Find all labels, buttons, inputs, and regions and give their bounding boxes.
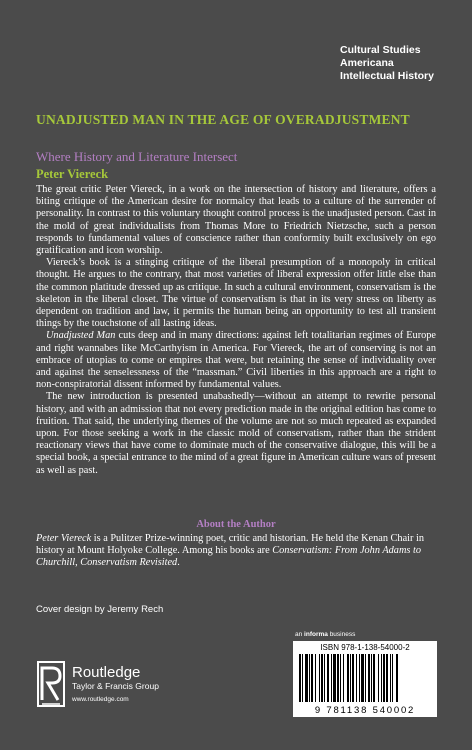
- isbn-digits: 9 781138 540002: [314, 705, 416, 716]
- book-title-inline: Unadjusted Man: [46, 330, 116, 342]
- routledge-logo-icon: [36, 660, 66, 708]
- barcode-bar: [373, 654, 375, 702]
- barcode-bar: [333, 654, 336, 702]
- informa-prefix: an: [295, 631, 305, 638]
- informa-tagline: [295, 631, 355, 638]
- publisher-url: www.routledge.com: [72, 696, 129, 703]
- barcode-bar: [350, 654, 351, 702]
- barcode-bar: [347, 654, 349, 702]
- barcode-bar: [371, 654, 372, 702]
- barcode-bar: [381, 654, 382, 702]
- barcode-bar: [352, 654, 354, 702]
- category-cultural-studies: Cultural Studies: [340, 44, 421, 56]
- blurb-paragraph: The great critic Peter Viereck, in a work on the intersection of history and literature, offers a biting critique of the American desire for normalcy that leads to a culture of the surrender of personality. In contrast to this voluntary thought control process is the unadjusted person. Cast in the mold of great individualists from Thomas More to Friedrich Nietzsche, such a person responds to fundamental values of conscience rather than conformity built exclusively on ego gratification and icon worship.: [36, 184, 436, 257]
- about-author-heading: About the Author: [196, 519, 276, 530]
- barcode-bar: [386, 654, 388, 702]
- informa-suffix: business: [327, 631, 356, 638]
- author-name: Peter Viereck: [36, 533, 92, 544]
- barcode-bar: [321, 654, 323, 702]
- barcode-bar: [305, 654, 308, 702]
- barcode-bar: [365, 654, 366, 702]
- barcode-bar: [392, 654, 393, 702]
- separator: ,: [75, 557, 81, 569]
- barcode-bar: [396, 654, 398, 702]
- blurb-paragraph: Viereck’s book is a stinging critique of the liberal presumption of a monopoly in critical thought. He argues to the contrary, that most varieties of liberal expression offer little else than the common platitude dressed up as critique. In such a cultural environment, conservatism is the skeleton in the liberal closet. The virtue of conservatism is that in its very stress on liberty as dependent on tradition and law, it permits the human being an opportunity to test all transient things by the touchstone of all lasting ideas.: [36, 257, 436, 330]
- barcode-icon: [297, 654, 433, 702]
- book-author: Peter Viereck: [36, 167, 109, 181]
- period: .: [177, 557, 180, 569]
- cover-design-credit: Cover design by Jeremy Rech: [36, 604, 164, 615]
- category-americana: Americana: [340, 57, 394, 69]
- author-bio: is a Pulitzer Prize-winning poet, critic and historian. He held the Kenan Chair in history at Mount Holyoke College. Among his books are: [36, 533, 425, 557]
- blurb-paragraph: The new introduction is presented unabashedly—without an attempt to rewrite personal history, and with an admission that not every prediction made in the original edition has come to fruition. That said, the underlying themes of the volume are not so much repeated as expanded upon. For those seeking a work in the classic mold of conservatism, rather than the strident reactionary views that have come to dominate much of the conservative dialogue, this will be a special book, a special entrance to the mind of a great figure in American culture wars of present as well as past.: [36, 391, 436, 476]
- barcode-bar: [359, 654, 360, 702]
- blurb-paragraph: Unadjusted Man cuts deep and in many directions: against left totalitarian regimes of Europe and right wannabes like McCarthyism in America. For Viereck, the art of conserving is not an embrace of utopias to come or empires that were, but retaining the sense of individuality over and against the senselessness of the “massman.” Civil liberties in this approach are a right to non-conspiratorial dissent informed by fundamental values.: [36, 330, 436, 391]
- barcode-bar: [309, 654, 310, 702]
- subject-categories: [340, 44, 434, 83]
- blurb: [36, 184, 436, 477]
- barcode-bar: [315, 654, 316, 702]
- barcode-bar: [327, 654, 329, 702]
- informa-brand: informa: [304, 631, 328, 638]
- book-title: UNADJUSTED MAN IN THE AGE OF OVERADJUSTMENT: [36, 112, 410, 127]
- barcode-bar: [361, 654, 364, 702]
- barcode-bar: [340, 654, 341, 702]
- barcode-bar: [299, 654, 301, 702]
- book-ref-2: Conservatism Revisited: [80, 557, 178, 569]
- barcode-bar: [343, 654, 344, 702]
- publisher-group: Taylor & Francis Group: [72, 681, 159, 691]
- barcode-bar: [383, 654, 385, 702]
- barcode-bar: [337, 654, 339, 702]
- barcode-bar: [378, 654, 379, 702]
- barcode-bar: [390, 654, 391, 702]
- book-ref-1: Conservatism: From John Adams to Churchill: [36, 545, 421, 569]
- barcode-bar: [324, 654, 325, 702]
- isbn-label: ISBN 978-1-138-54000-2: [320, 643, 410, 652]
- barcode-bar: [368, 654, 370, 702]
- barcode-bar: [356, 654, 357, 702]
- barcode-bar: [302, 654, 303, 702]
- category-intellectual-history: Intellectual History: [340, 70, 434, 82]
- isbn-barcode: [293, 641, 437, 717]
- about-author-text: [36, 533, 436, 570]
- barcode-bar: [311, 654, 313, 702]
- barcode-bar: [319, 654, 320, 702]
- barcode-bar: [331, 654, 332, 702]
- publisher-block: [72, 664, 159, 706]
- publisher-name: Routledge: [72, 664, 141, 681]
- book-subtitle: Where History and Literature Intersect: [36, 149, 238, 164]
